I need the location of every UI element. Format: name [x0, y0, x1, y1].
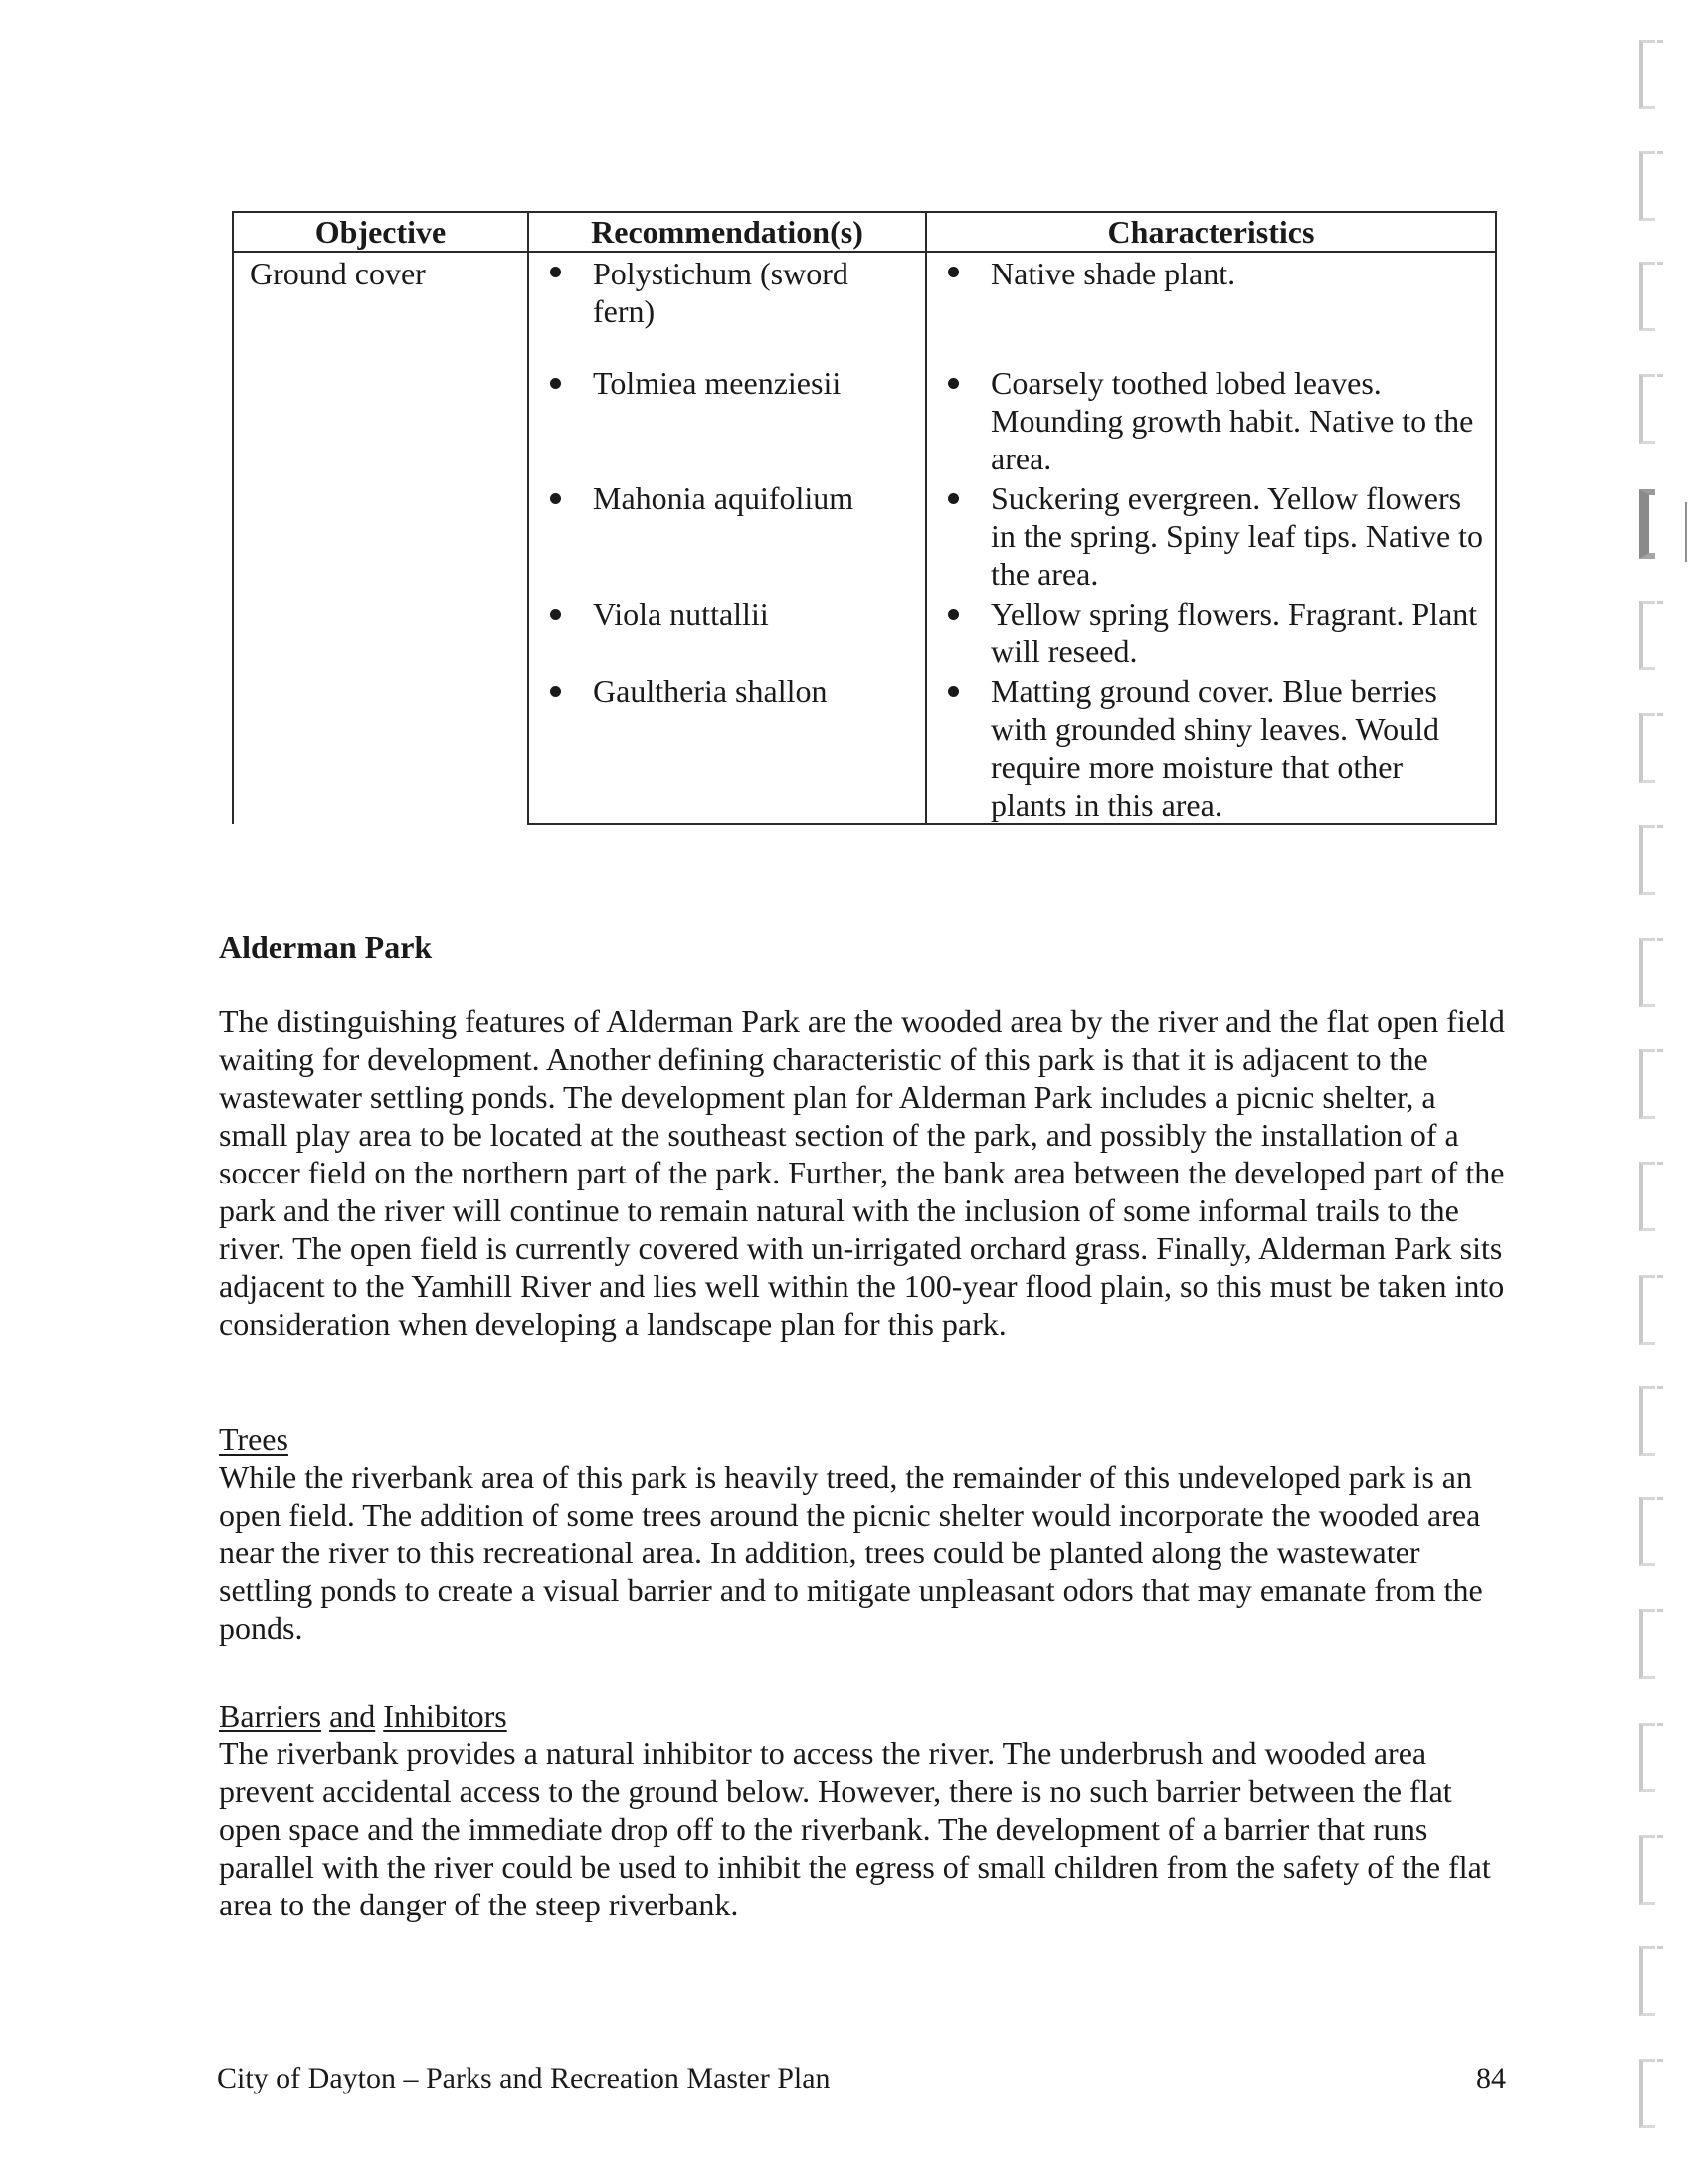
recommendation-cell: [528, 252, 926, 364]
characteristic-text: Yellow spring flowers. Fragrant. Plant will reseed.: [991, 596, 1478, 669]
binder-tab: [1639, 262, 1659, 331]
binder-tab: [1639, 938, 1659, 1007]
bullet-icon: [550, 493, 561, 504]
bullet-icon: [550, 609, 561, 620]
plant-recommendation-table: [232, 211, 1497, 825]
binder-tab: [1639, 825, 1659, 895]
binder-tab: [1639, 1723, 1659, 1792]
characteristic-cell: [926, 672, 1496, 824]
binder-tab: [1639, 2059, 1659, 2128]
barriers-paragraph: The riverbank provides a natural inhibitor to access the river. The underbrush and wooded area prevent accidental access to the ground below. However, there is no such barrier between the flat open space and the immediate drop off to the riverbank. The development of a barrier that runs parallel with the river could be used to inhibit the egress of small children from the safety of the flat area to the danger of the steep riverbank.: [219, 1735, 1491, 1922]
barriers-subheading-word: Barriers: [219, 1698, 322, 1733]
bullet-icon: [550, 686, 561, 697]
barriers-subheading: [219, 1697, 507, 1734]
binder-tab: [1639, 1162, 1659, 1231]
binder-tab: [1639, 151, 1659, 221]
objective-cell: [233, 252, 528, 824]
recommendation-cell: [528, 479, 926, 595]
bullet-icon: [550, 267, 561, 277]
bullet-icon: [948, 378, 959, 389]
characteristic-cell: [926, 595, 1496, 672]
bullet-icon: [948, 686, 959, 697]
recommendation-text: Tolmiea meenziesii: [593, 365, 842, 401]
bullet-icon: [948, 267, 959, 277]
recommendation-text: Polystichum (sword fern): [593, 256, 848, 329]
recommendation-text: Gaultheria shallon: [593, 673, 828, 709]
binder-tab: [1639, 374, 1659, 444]
trees-subheading-text: Trees: [219, 1421, 288, 1457]
bullet-icon: [948, 609, 959, 620]
characteristic-text: Suckering evergreen. Yellow flowers in the spring. Spiny leaf tips. Native to the area.: [991, 480, 1484, 592]
header-objective: Objective: [233, 212, 528, 252]
characteristic-text: Coarsely toothed lobed leaves. Mounding growth habit. Native to the area.: [991, 365, 1474, 476]
binder-tab: [1639, 601, 1659, 670]
binder-tab: [1639, 40, 1659, 109]
binder-tab: [1639, 1497, 1659, 1566]
section-heading: Alderman Park: [219, 929, 433, 965]
binder-tabs: [1631, 0, 1689, 2184]
intro-paragraph: The distinguishing features of Alderman Park are the wooded area by the river and the flat open field waiting for development. Another defining characteristic of this park is that it is adjacent to the wastewater settling ponds. The development plan for Alderman Park includes a picnic shelter, a small play area to be located at the southeast section of the park, and possibly the installation of a soccer field on the northern part of the park. Further, the bank area between the developed part of the park and the river will continue to remain natural with the inclusion of some informal trails to the river. The open field is currently covered with un-irrigated orchard grass. Finally, Alderman Park sits adjacent to the Yamhill River and lies well within the 100-year flood plain, so this must be taken into consideration when developing a landscape plan for this park.: [219, 1003, 1505, 1342]
characteristic-text: Native shade plant.: [991, 256, 1236, 291]
binder-tab: [1639, 1049, 1659, 1119]
characteristic-cell: [926, 364, 1496, 479]
barriers-subheading-word: Inhibitors: [383, 1698, 507, 1733]
page-number: 84: [1476, 2062, 1506, 2094]
bullet-icon: [550, 378, 561, 389]
binder-tab: [1639, 1609, 1659, 1679]
characteristic-cell: [926, 479, 1496, 595]
bullet-icon: [948, 493, 959, 504]
binder-tab: [1639, 1275, 1659, 1345]
header-characteristics: Characteristics: [926, 212, 1496, 252]
recommendation-text: Viola nuttallii: [593, 596, 769, 632]
trees-subheading: [219, 1420, 288, 1458]
barriers-subheading-and: and: [329, 1698, 376, 1733]
header-recommendations: Recommendation(s): [528, 212, 926, 252]
table-header-row: [233, 212, 1496, 252]
recommendation-cell: [528, 595, 926, 672]
recommendation-cell: [528, 672, 926, 824]
binder-tab: [1639, 713, 1659, 783]
recommendation-text: Mahonia aquifolium: [593, 480, 854, 516]
trees-paragraph: While the riverbank area of this park is heavily treed, the remainder of this undeveloped park is an open field. The addition of some trees around the picnic shelter would incorporate the wooded area near the river to this recreational area. In addition, trees could be planted along the wastewater settling ponds to create a visual barrier and to mitigate unpleasant odors that may emanate from the ponds.: [219, 1459, 1483, 1646]
binder-tab: [1639, 1386, 1659, 1456]
binder-tab: [1639, 1946, 1659, 2016]
binder-tab: [1639, 489, 1659, 559]
characteristic-text: Matting ground cover. Blue berries with grounded shiny leaves. Would require more moisture that other plants in this area.: [991, 673, 1439, 822]
binder-tab: [1639, 1835, 1659, 1905]
characteristic-cell: [926, 252, 1496, 364]
recommendation-cell: [528, 364, 926, 479]
footer-title: City of Dayton – Parks and Recreation Master Plan: [217, 2062, 831, 2094]
page-edge-mark: [1685, 502, 1687, 562]
table-row: [233, 252, 1496, 364]
objective-text: Ground cover: [250, 256, 426, 291]
